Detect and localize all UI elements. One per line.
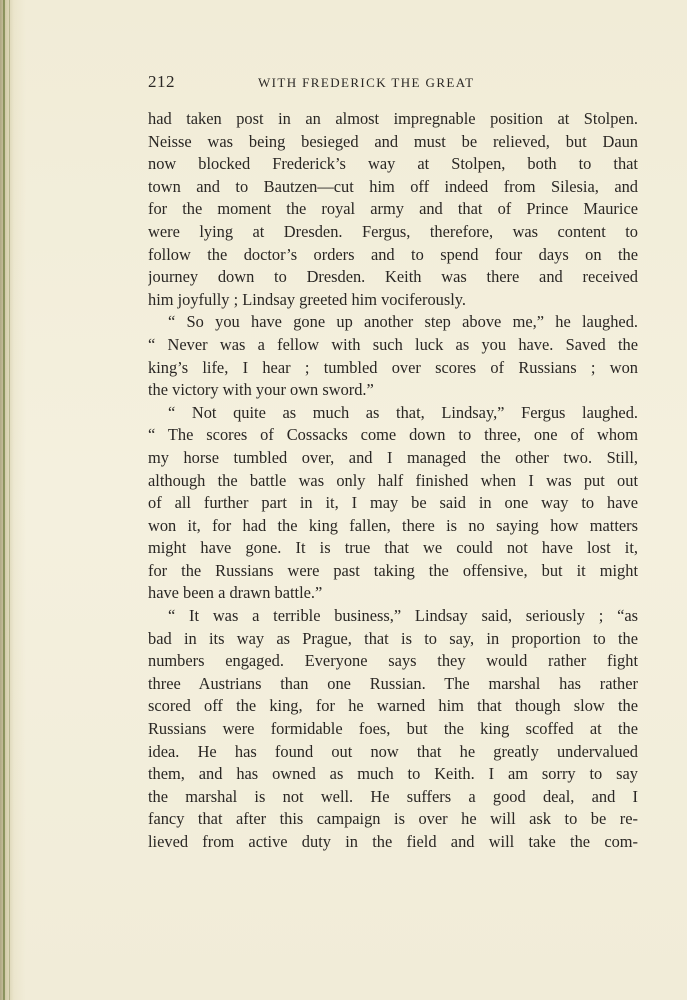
text-line: “ It was a terrible business,” Lindsay said, seriously ; “as xyxy=(168,606,638,626)
text-line: the marshal is not well. He suffers a good deal, and I xyxy=(148,786,638,806)
text-line: my horse tumbled over, and I managed the other two. Still, xyxy=(148,447,638,467)
text-line: for the Russians were past taking the offensive, but it might xyxy=(148,560,638,580)
text-line: follow the doctor’s orders and to spend four days on the xyxy=(148,244,638,264)
page-number: 212 xyxy=(148,72,175,91)
text-line: king’s life, I hear ; tumbled over scores of Russians ; won xyxy=(148,357,638,377)
text-line: might have gone. It is true that we could not have lost it, xyxy=(148,538,638,558)
text-line: three Austrians than one Russian. The marshal has rather xyxy=(148,673,638,693)
text-line: him joyfully ; Lindsay greeted him vociferously. xyxy=(148,289,467,309)
text-line: them, and has owned as much to Keith. I am sorry to say xyxy=(148,764,638,784)
text-line: scored off the king, for he warned him that though slow the xyxy=(148,696,638,716)
binding-gutter xyxy=(3,0,5,1000)
text-line: now blocked Frederick’s way at Stolpen, both to that xyxy=(148,154,638,174)
binding-gutter-inner xyxy=(9,0,10,1000)
text-line: had taken post in an almost impregnable position at Stolpen. xyxy=(148,109,638,128)
text-line: for the moment the royal army and that of Prince Maurice xyxy=(148,199,638,219)
text-line: Neisse was being besieged and must be relieved, but Daun xyxy=(148,131,638,151)
body-text xyxy=(148,108,638,854)
text-line: although the battle was only half finished when I was put out xyxy=(148,470,638,490)
text-line: won it, for had the king fallen, there is no saying how matters xyxy=(148,515,638,535)
text-line: have been a drawn battle.” xyxy=(148,583,323,603)
text-line: lieved from active duty in the field and will take the com- xyxy=(148,832,638,851)
text-line: bad in its way as Prague, that is to say, in proportion to the xyxy=(148,628,638,648)
text-line: were lying at Dresden. Fergus, therefore, was content to xyxy=(148,221,638,241)
text-line: numbers engaged. Everyone says they would rather fight xyxy=(148,651,638,671)
text-line: fancy that after this campaign is over he will ask to be re- xyxy=(148,809,638,829)
text-line: “ Not quite as much as that, Lindsay,” Fergus laughed. xyxy=(168,402,638,422)
text-line: “ The scores of Cossacks come down to three, one of whom xyxy=(148,425,638,445)
text-line: journey down to Dresden. Keith was there and received xyxy=(148,267,638,287)
text-line: Russians were formidable foes, but the king scoffed at the xyxy=(148,719,638,739)
text-line: town and to Bautzen—cut him off indeed from Silesia, and xyxy=(148,176,638,196)
text-line: of all further part in it, I may be said in one way to have xyxy=(148,493,638,513)
text-line: “ Never was a fellow with such luck as you have. Saved the xyxy=(148,334,638,354)
text-line: idea. He has found out now that he greatly undervalued xyxy=(148,741,638,761)
text-line: “ So you have gone up another step above me,” he laughed. xyxy=(168,312,638,332)
page-header xyxy=(148,72,638,94)
text-line: the victory with your own sword.” xyxy=(148,380,374,400)
running-head: WITH FREDERICK THE GREAT xyxy=(258,75,475,90)
